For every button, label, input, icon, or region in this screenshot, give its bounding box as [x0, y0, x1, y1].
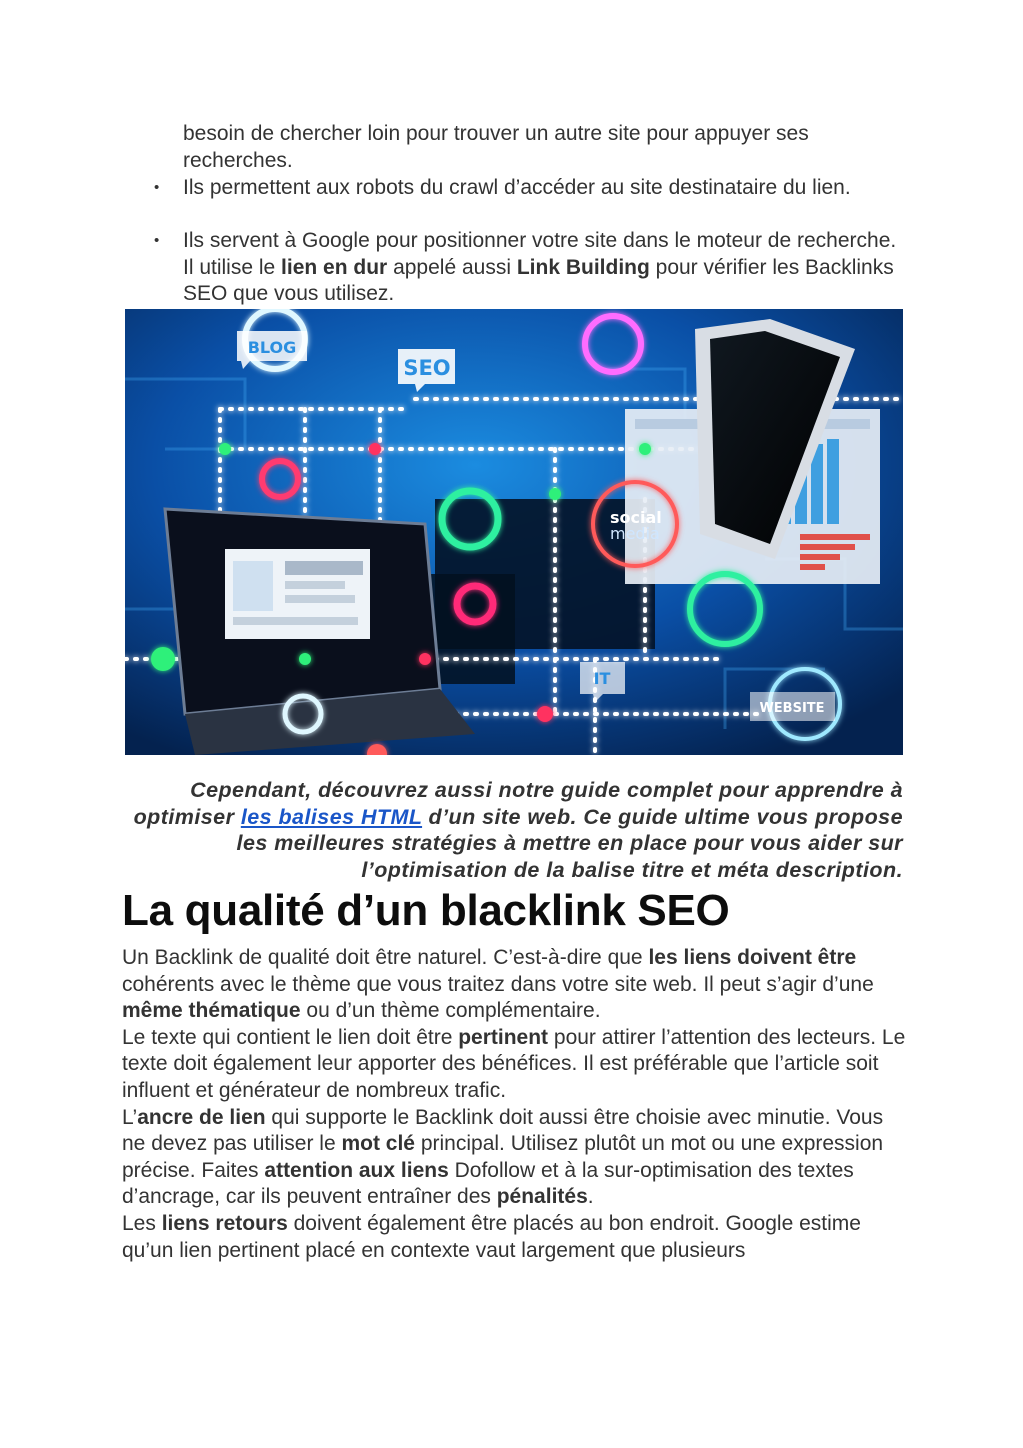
text: qui supporte le Backlink doit aussi être choisie avec minutie. Vous ne devez pas utiliser le: [122, 1105, 884, 1156]
list-item-text: appelé aussi: [387, 255, 517, 279]
bold-term: pénalités: [496, 1185, 588, 1209]
bullet-icon: •: [154, 179, 160, 196]
html-tags-link[interactable]: les balises HTML: [240, 804, 423, 829]
paragraph: [122, 945, 912, 1025]
blog-label: BLOG: [247, 338, 297, 357]
paragraph: [122, 1105, 912, 1211]
callout-text: Cependant, découvrez aussi notre guide complet pour apprendre à optimiser: [133, 778, 903, 829]
article-body: [122, 945, 912, 1264]
bold-term: les liens doivent être: [648, 946, 857, 969]
list-item-text: Ils permettent aux robots du crawl d’accéder au site destinataire du lien.: [183, 176, 851, 199]
section-heading: La qualité d’un blacklink SEO: [122, 886, 730, 935]
text: Le texte qui contient le lien doit être: [122, 1025, 459, 1049]
text: Un Backlink de qualité doit être naturel. C’est-à-dire que: [122, 946, 649, 969]
continued-paragraph: besoin de chercher loin pour trouver un autre site pour appuyer ses recherches.: [183, 122, 809, 172]
list-item-text: pour vérifier les Backlinks SEO que vous utilisez.: [183, 255, 894, 306]
text: cohérents avec le thème que vous traitez dans votre site web. Il peut s’agir d’une: [122, 972, 874, 996]
bold-term: lien en dur: [281, 255, 388, 279]
text: principal. Utilisez plutôt un mot ou une expression précise. Faites: [122, 1132, 884, 1182]
text: pour attirer l’attention des lecteurs. Le texte doit également leur apporter des bénéfices. Il est préférable que l’article soit influent et générateur de nombreux trafic.: [122, 1025, 906, 1102]
website-bubble: [750, 692, 835, 721]
bold-term: même thématique: [122, 999, 301, 1023]
it-label: IT: [593, 669, 611, 688]
list-item: [154, 228, 903, 308]
social-label: social: [610, 508, 662, 527]
text: Dofollow et à la sur-optimisation des textes d’ancrage, car ils peuvent entraîner des: [122, 1158, 854, 1209]
media-label: media: [610, 524, 660, 543]
guide-callout: [122, 777, 903, 883]
bold-term: mot clé: [341, 1132, 415, 1156]
list-item: [154, 175, 903, 202]
text: Les: [122, 1211, 162, 1235]
bold-term: liens retours: [161, 1211, 288, 1235]
text: .: [587, 1185, 594, 1209]
bold-term: attention aux liens: [264, 1158, 449, 1182]
callout-text: d’un site web. Ce guide ultime vous propose les meilleures stratégies à mettre en place pour vous aider sur l’optimisation de la balise titre et méta description.: [236, 804, 903, 882]
social-media-label: [610, 508, 662, 543]
bullet-icon: •: [154, 232, 160, 249]
paragraph: [122, 1211, 912, 1264]
text: ou d’un thème complémentaire.: [300, 999, 601, 1023]
bold-term: Link Building: [516, 255, 650, 279]
paragraph: [122, 1025, 912, 1105]
text: doivent également être placés au bon endroit. Google estime qu’un lien pertinent placé en contexte vaut largement que plusieurs: [122, 1211, 861, 1262]
bold-term: ancre de lien: [137, 1105, 266, 1129]
list-item-text: Ils servent à Google pour positionner votre site dans le moteur de recherche. Il utilise le: [183, 229, 897, 279]
website-label: WEBSITE: [759, 701, 825, 716]
text: L’: [122, 1105, 138, 1129]
bold-term: pertinent: [458, 1025, 549, 1049]
seo-label: SEO: [403, 356, 451, 380]
seo-illustration-image: [125, 309, 903, 755]
